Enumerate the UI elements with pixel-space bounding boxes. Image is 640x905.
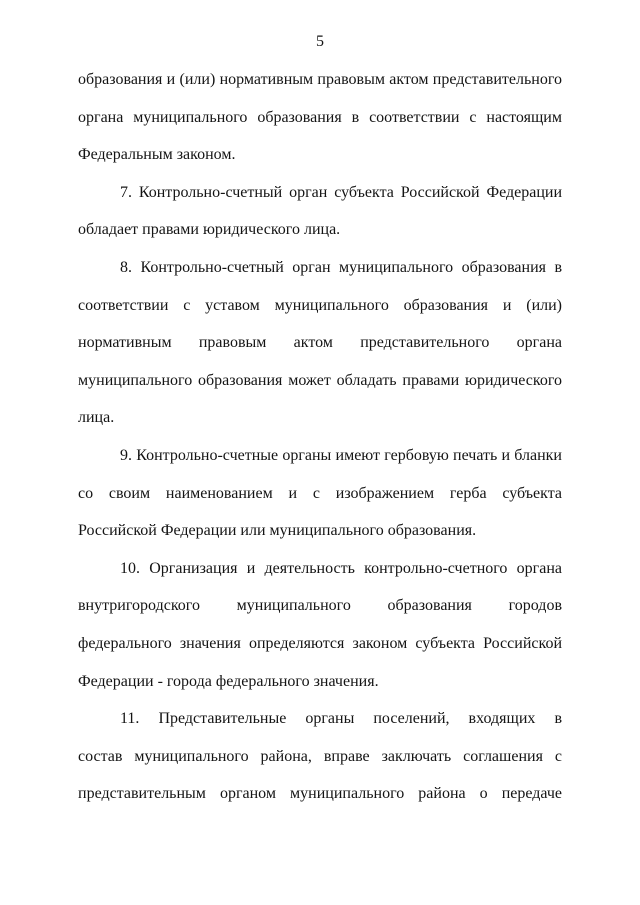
text-line: федерального значения определяются законом субъекта Российской bbox=[78, 634, 562, 652]
text-line: соответствии с уставом муниципального образования и (или) bbox=[78, 296, 562, 314]
text-line: Федеральным законом. bbox=[78, 146, 236, 164]
text-line: Российской Федерации или муниципального образования. bbox=[78, 522, 477, 540]
text-line: состав муниципального района, вправе заключать соглашения с bbox=[78, 747, 562, 765]
text-line: муниципального образования может обладать правами юридического bbox=[78, 371, 562, 389]
text-line: со своим наименованием и с изображением герба субъекта bbox=[78, 484, 562, 502]
paragraph-7-first-line: 7. Контрольно-счетный орган субъекта Российской Федерации bbox=[120, 183, 562, 201]
paragraph-9-first-line: 9. Контрольно-счетные органы имеют гербовую печать и бланки bbox=[120, 446, 562, 464]
text-line: образования и (или) нормативным правовым актом представительного bbox=[78, 71, 562, 88]
document-body bbox=[78, 70, 562, 822]
text-line: Федерации - города федерального значения. bbox=[78, 672, 379, 690]
text-line: органа муниципального образования в соответствии с настоящим bbox=[78, 108, 562, 126]
text-line: обладает правами юридического лица. bbox=[78, 221, 341, 239]
paragraph-8-first-line: 8. Контрольно-счетный орган муниципального образования в bbox=[120, 258, 562, 276]
page-number: 5 bbox=[316, 33, 324, 50]
paragraph-11-first-line: 11. Представительные органы поселений, входящих в bbox=[120, 710, 562, 728]
text-line: нормативным правовым актом представительного органа bbox=[78, 334, 562, 352]
text-line: внутригородского муниципального образования городов bbox=[78, 597, 562, 615]
paragraph-10-first-line: 10. Организация и деятельность контрольно-счетного органа bbox=[120, 559, 562, 577]
text-line: представительным органом муниципального района о передаче bbox=[78, 785, 562, 803]
text-line: лица. bbox=[78, 409, 115, 427]
